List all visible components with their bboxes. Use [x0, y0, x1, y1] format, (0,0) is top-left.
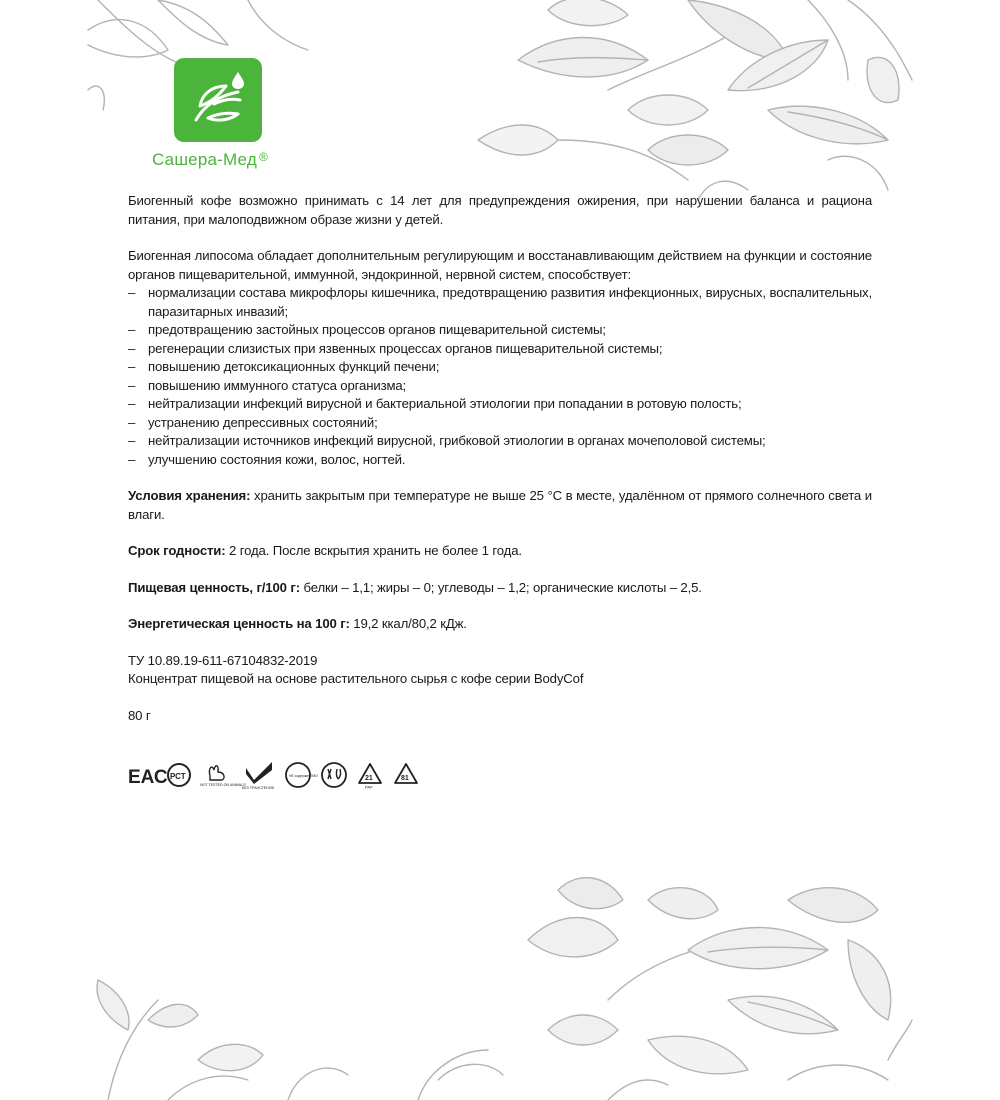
brand-name-text: Сашера-Мед — [152, 150, 257, 169]
no-gmo-circle-text: НЕ содержит ГМО — [289, 774, 318, 778]
eac-mark-text: ЕАС — [128, 767, 168, 788]
rst-mark-text: РСТ — [170, 772, 186, 781]
shelf-life-label: Срок годности: — [128, 543, 226, 558]
net-weight: 80 г — [128, 707, 151, 723]
recycle-21-sub: PAP — [365, 784, 373, 790]
nutrition-label: Пищевая ценность, г/100 г: — [128, 579, 300, 595]
product-description: Концентрат пищевой на основе растительного сырья с кофе серии BodyCof — [128, 671, 584, 686]
intro-paragraph: Биогенный кофе возможно принимать с 14 лет для предупреждения ожирения, при нарушении баланса и рациона питания, при малоподвижном образе жизни у детей. — [128, 193, 872, 227]
label-text — [128, 192, 872, 743]
no-gmo-check-text: БЕЗ ТРАНСГЕНОВ — [242, 786, 274, 790]
recycle-81-icon — [392, 761, 420, 789]
food-safe-icon — [320, 761, 348, 789]
recycle-21-number: 21 — [365, 775, 373, 782]
floral-bottom-illustration — [88, 880, 912, 1100]
not-tested-text: NOT TESTED ON ANIMALS — [200, 783, 246, 787]
storage-conditions — [128, 487, 872, 524]
list-item: – повышению детоксикационных функций печени; — [128, 358, 872, 377]
leaf-drop-icon — [174, 58, 262, 142]
list-item: – нейтрализации инфекций вирусной и бактериальной этиологии при попадании в ротовую полость; — [128, 395, 872, 414]
recycle-21-icon — [356, 761, 384, 789]
shelf-life-text: 2 года. После вскрытия хранить не более 1 года. — [229, 543, 522, 558]
shelf-life — [128, 542, 872, 561]
list-item: – нормализации состава микрофлоры кишечника, предотвращению развития инфекционных, вирусных, воспалительных, паразитарных инвазий; — [128, 284, 872, 321]
storage-label: Условия хранения: — [128, 488, 251, 503]
energy-text: 19,2 ккал/80,2 кДж. — [353, 616, 467, 631]
list-item: – повышению иммунного статуса организма; — [128, 377, 872, 396]
recycle-81-number: 81 — [401, 775, 409, 782]
eac-mark-icon — [128, 764, 168, 788]
liposome-paragraph: Биогенная липосома обладает дополнительным регулирующим и восстанавливающим действием на функции и состояние органов пищеварительной, иммунной, эндокринной, нервной систем, способствует: — [128, 248, 872, 282]
list-item: – регенерации слизистых при язвенных процессах органов пищеварительной системы; — [128, 340, 872, 359]
product-spec — [128, 652, 872, 689]
energy-label: Энергетическая ценность на 100 г: — [128, 616, 350, 631]
benefits-list — [128, 284, 872, 469]
rst-mark-icon — [166, 762, 192, 788]
list-item: – улучшению состояния кожи, волос, ногтей. — [128, 451, 872, 470]
list-item: – нейтрализации источников инфекций вирусной, грибковой этиологии в органах мочеполовой системы; — [128, 432, 872, 451]
no-gmo-check-icon — [242, 760, 276, 790]
storage-text: хранить закрытым при температуре не выше 25 °С в месте, удалённом от прямого солнечного света и влаги. — [128, 488, 872, 522]
nutrition-value — [128, 579, 872, 598]
list-item: – предотвращению застойных процессов органов пищеварительной системы; — [128, 321, 872, 340]
no-gmo-circle-icon — [284, 761, 318, 789]
energy-value — [128, 615, 872, 634]
nutrition-text: белки – 1,1; жиры – 0; углеводы – 1,2; органические кислоты – 2,5. — [303, 579, 702, 595]
brand-name — [152, 150, 268, 170]
tu-code: ТУ 10.89.19-611-67104832-2019 — [128, 652, 318, 668]
certification-marks — [128, 758, 420, 792]
not-tested-on-animals-icon — [200, 760, 246, 790]
list-item: – устранению депрессивных состояний; — [128, 414, 872, 433]
registered-mark: ® — [258, 150, 268, 164]
